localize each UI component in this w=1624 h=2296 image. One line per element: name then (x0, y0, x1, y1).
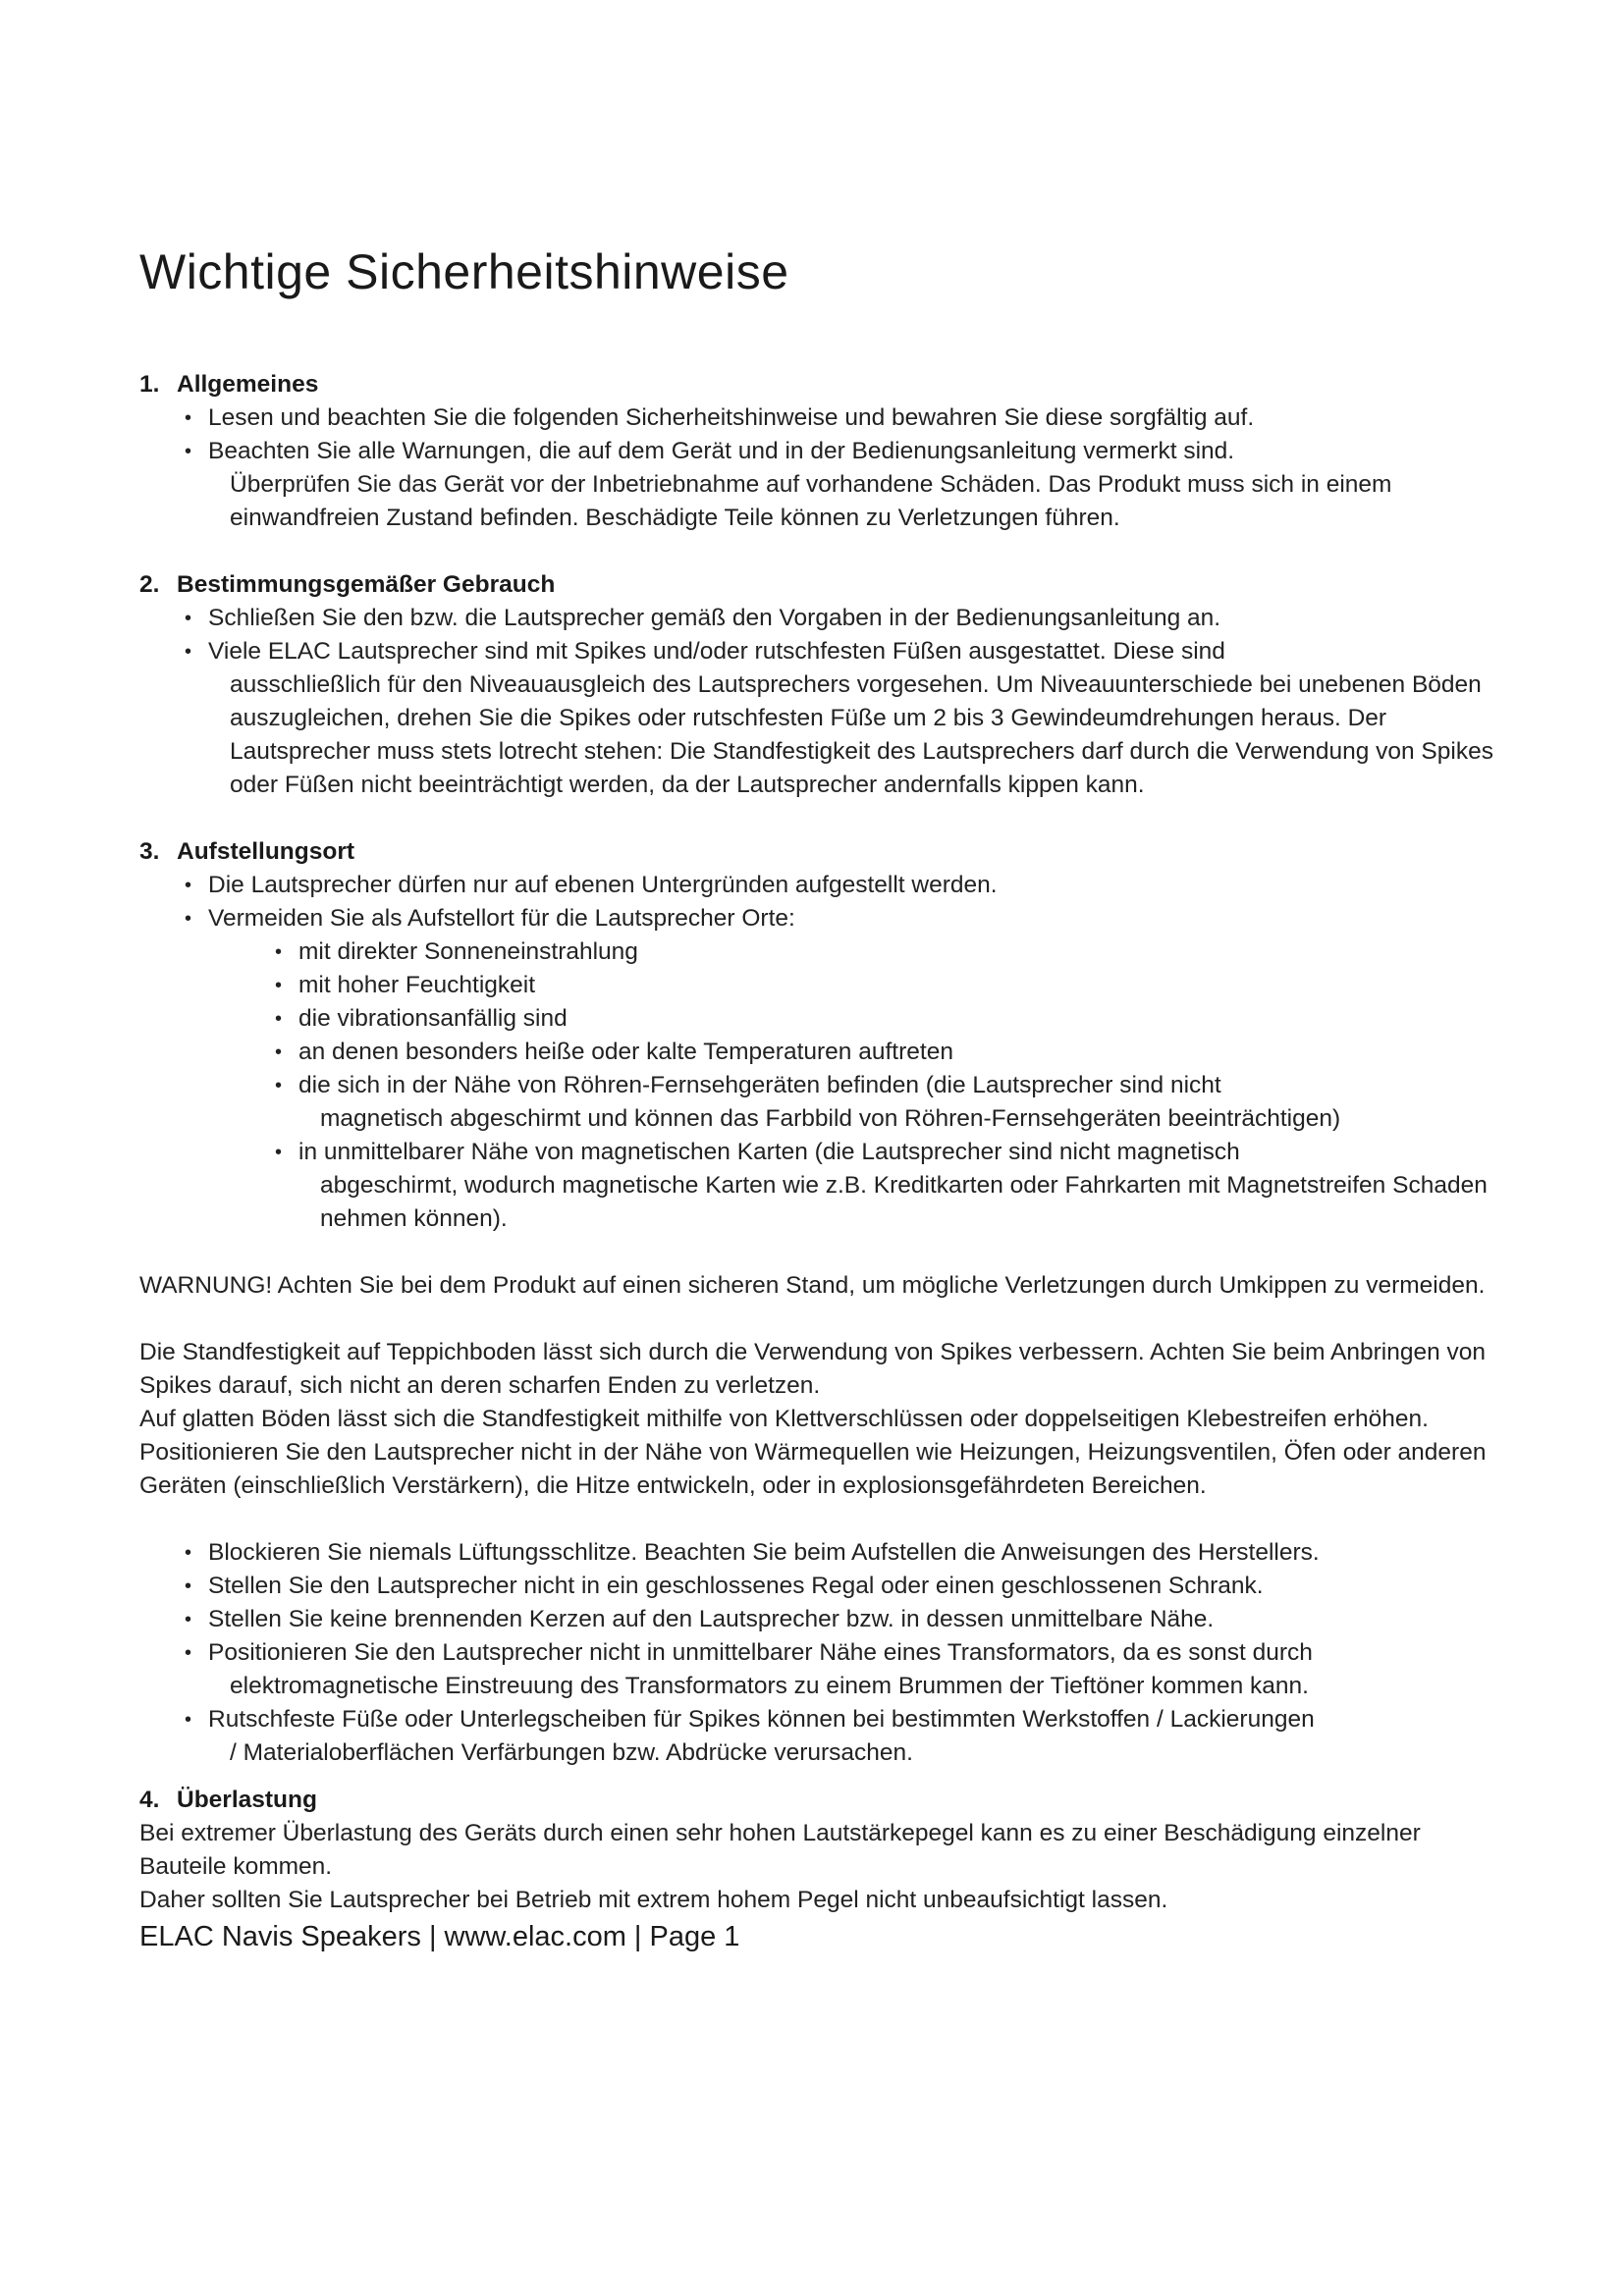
bullet-list (139, 869, 1514, 1236)
list-item-text: Vermeiden Sie als Aufstellort für die Lautsprecher Orte: (208, 905, 795, 932)
document-body (139, 368, 1514, 1956)
sub-list-item (275, 1136, 1514, 1236)
list-item (185, 435, 1514, 535)
list-item-text: Stellen Sie den Lautsprecher nicht in ein geschlossenes Regal oder einen geschlossenen Schrank. (208, 1573, 1264, 1599)
smooth-floor-paragraph: Auf glatten Böden lässt sich die Standfestigkeit mithilfe von Klettverschlüssen oder doppelseitigen Klebestreifen erhöhen. Positionieren Sie den Lautsprecher nicht in der Nähe von Wärmequellen wie Heizungen, Heizungsventilen, Öfen oder anderen Geräten (einschließlich Verstärkern), die Hitze entwickeln, oder in explosionsgefährdeten Bereichen. (139, 1406, 1487, 1499)
section-heading-ueberlastung (139, 1784, 1514, 1817)
list-item-text: Positionieren Sie den Lautsprecher nicht in unmittelbarer Nähe eines Transformators, da es sonst durch (208, 1639, 1313, 1666)
page-title: Wichtige Sicherheitshinweise (139, 244, 789, 299)
carpet-paragraph: Die Standfestigkeit auf Teppichboden lässt sich durch die Verwendung von Spikes verbessern. Achten Sie beim Anbringen von Spikes darauf, sich nicht an deren scharfen Enden zu verletzen. (139, 1339, 1487, 1399)
bullet-list (139, 1536, 1514, 1770)
sub-list-item (275, 1069, 1514, 1136)
warning-paragraph: WARNUNG! Achten Sie bei dem Produkt auf einen sicheren Stand, um mögliche Verletzungen durch Umkippen zu vermeiden. (139, 1272, 1486, 1299)
section-number: 4. (139, 1787, 160, 1813)
sub-list-item: • die vibrationsanfällig sind (275, 1002, 1514, 1036)
sub-list-item-text: die sich in der Nähe von Röhren-Fernsehgeräten befinden (die Lautsprecher sind nicht (298, 1072, 1221, 1098)
section-number: 3. (139, 838, 160, 865)
sub-list-item-continuation: abgeschirmt, wodurch magnetische Karten wie z.B. Kreditkarten oder Fahrkarten mit Magnetstreifen Schaden nehmen können). (320, 1172, 1488, 1232)
overload-advice-paragraph: Daher sollten Sie Lautsprecher bei Betrieb mit extrem hohem Pegel nicht unbeaufsichtigt lassen. (139, 1887, 1168, 1913)
list-item (185, 1703, 1514, 1770)
section-heading-allgemeines (139, 368, 1514, 401)
list-item-continuation: Überprüfen Sie das Gerät vor der Inbetriebnahme auf vorhandene Schäden. Das Produkt muss sich in einem einwandfreien Zustand befinden. Beschädigte Teile können zu Verletzungen führen. (230, 471, 1392, 531)
spacer (139, 1236, 1514, 1269)
list-item (185, 635, 1514, 802)
section-title: Bestimmungsgemäßer Gebrauch (177, 571, 556, 598)
list-item-text: Die Lautsprecher dürfen nur auf ebenen Untergründen aufgestellt werden. (208, 872, 998, 898)
list-item (185, 1636, 1514, 1703)
spacer (139, 1303, 1514, 1336)
spacer (139, 535, 1514, 568)
section-number: 2. (139, 571, 160, 598)
list-item-continuation: ausschließlich für den Niveauausgleich des Lautsprechers vorgesehen. Um Niveauunterschiede bei unebenen Böden auszugleichen, drehen Sie die Spikes oder rutschfesten Füße um 2 bis 3 Gewindeumdrehungen heraus. Der Lautsprecher muss stets lotrecht stehen: Die Standfestigkeit des Lautsprechers darf durch die Verwendung von Spikes oder Füßen nicht beeinträchtigt werden, da der Lautsprecher andernfalls kippen kann. (230, 671, 1493, 798)
spacer (139, 1770, 1514, 1784)
list-item-continuation: / Materialoberflächen Verfärbungen bzw. Abdrücke verursachen. (230, 1739, 913, 1766)
list-item (185, 602, 1514, 635)
list-item-text: Stellen Sie keine brennenden Kerzen auf den Lautsprecher bzw. in dessen unmittelbare Nähe. (208, 1606, 1215, 1632)
list-item-text: Beachten Sie alle Warnungen, die auf dem Gerät und in der Bedienungsanleitung vermerkt sind. (208, 438, 1235, 464)
bullet-list (139, 401, 1514, 535)
list-item-text: Viele ELAC Lautsprecher sind mit Spikes und/oder rutschfesten Füßen ausgestattet. Diese sind (208, 638, 1225, 665)
list-item (185, 902, 1514, 1236)
list-item (185, 1536, 1514, 1570)
list-item (185, 1570, 1514, 1603)
spacer (139, 802, 1514, 835)
sub-list-item: • an denen besonders heiße oder kalte Temperaturen auftreten (275, 1036, 1514, 1069)
sub-list-item-text: in unmittelbarer Nähe von magnetischen Karten (die Lautsprecher sind nicht magnetisch (298, 1139, 1240, 1165)
spacer (139, 1503, 1514, 1536)
list-item-text: Schließen Sie den bzw. die Lautsprecher gemäß den Vorgaben in der Bedienungsanleitung an. (208, 605, 1221, 631)
sub-list-item: • mit direkter Sonneneinstrahlung (275, 935, 1514, 969)
list-item-continuation: elektromagnetische Einstreuung des Transformators zu einem Brummen der Tieftöner kommen kann. (230, 1673, 1309, 1699)
section-title: Überlastung (177, 1787, 317, 1813)
bullet-list (139, 602, 1514, 802)
list-item-text: Rutschfeste Füße oder Unterlegscheiben für Spikes können bei bestimmten Werkstoffen / Lackierungen (208, 1706, 1315, 1733)
section-heading-gebrauch (139, 568, 1514, 602)
list-item (185, 1603, 1514, 1636)
page-footer: ELAC Navis Speakers | www.elac.com | Page 1 (139, 1921, 740, 1952)
section-heading-aufstellungsort (139, 835, 1514, 869)
sub-list-item: • mit hoher Feuchtigkeit (275, 969, 1514, 1002)
list-item (185, 401, 1514, 435)
nested-bullet-list (208, 935, 1514, 1236)
list-item (185, 869, 1514, 902)
sub-list-item-continuation: magnetisch abgeschirmt und können das Farbbild von Röhren-Fernsehgeräten beeinträchtigen) (320, 1105, 1341, 1132)
list-item-text: Lesen und beachten Sie die folgenden Sicherheitshinweise und bewahren Sie diese sorgfältig auf. (208, 404, 1255, 431)
section-title: Aufstellungsort (177, 838, 355, 865)
overload-paragraph: Bei extremer Überlastung des Geräts durch einen sehr hohen Lautstärkepegel kann es zu einer Beschädigung einzelner Bauteile kommen. (139, 1820, 1421, 1880)
list-item-text: Blockieren Sie niemals Lüftungsschlitze. Beachten Sie beim Aufstellen die Anweisungen des Herstellers. (208, 1539, 1320, 1566)
section-number: 1. (139, 371, 160, 398)
section-title: Allgemeines (177, 371, 319, 398)
